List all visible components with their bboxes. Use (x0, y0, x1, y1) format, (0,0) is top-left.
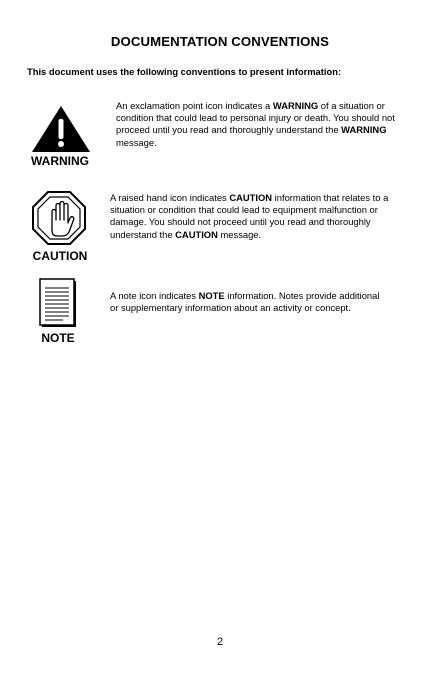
warning-description (116, 100, 398, 149)
caution-description (110, 192, 398, 241)
warning-text-2: of a situation or condition that could lead to personal injury or death. You should not proceed until you read and thoroughly understand the (116, 100, 395, 136)
caution-text-1: A raised hand icon indicates (110, 192, 230, 203)
page-title: DOCUMENTATION CONVENTIONS (110, 34, 330, 49)
caution-text-2: information that relates to a situation or condition that could lead to equipment malfunction or damage. You should not proceed until you read and thoroughly understand the (110, 192, 389, 240)
page-number: 2 (216, 636, 224, 648)
note-text-2: information. Notes provide additional or supplementary information about an activity or concept. (110, 290, 380, 314)
warning-text-1: An exclamation point icon indicates a (116, 100, 273, 111)
caution-bold-1: CAUTION (229, 192, 273, 203)
note-text-1: A note icon indicates (110, 290, 199, 301)
intro-text: This document uses the following conventions to present information: (27, 66, 342, 77)
note-bold-1: NOTE (198, 290, 225, 301)
caution-label: CAUTION (32, 249, 88, 263)
warning-bold-2: WARNING (341, 124, 387, 136)
warning-bold-1: WARNING (272, 100, 319, 111)
warning-triangle-icon (30, 104, 92, 154)
caution-bold-2: CAUTION (175, 228, 218, 240)
note-document-icon (39, 278, 77, 328)
caution-text-3: message. (217, 228, 262, 240)
note-description (110, 290, 390, 314)
raised-hand-stop-icon (31, 190, 87, 246)
warning-text-3: message. (116, 136, 157, 148)
note-label: NOTE (41, 331, 75, 345)
warning-label: WARNING (31, 154, 89, 168)
